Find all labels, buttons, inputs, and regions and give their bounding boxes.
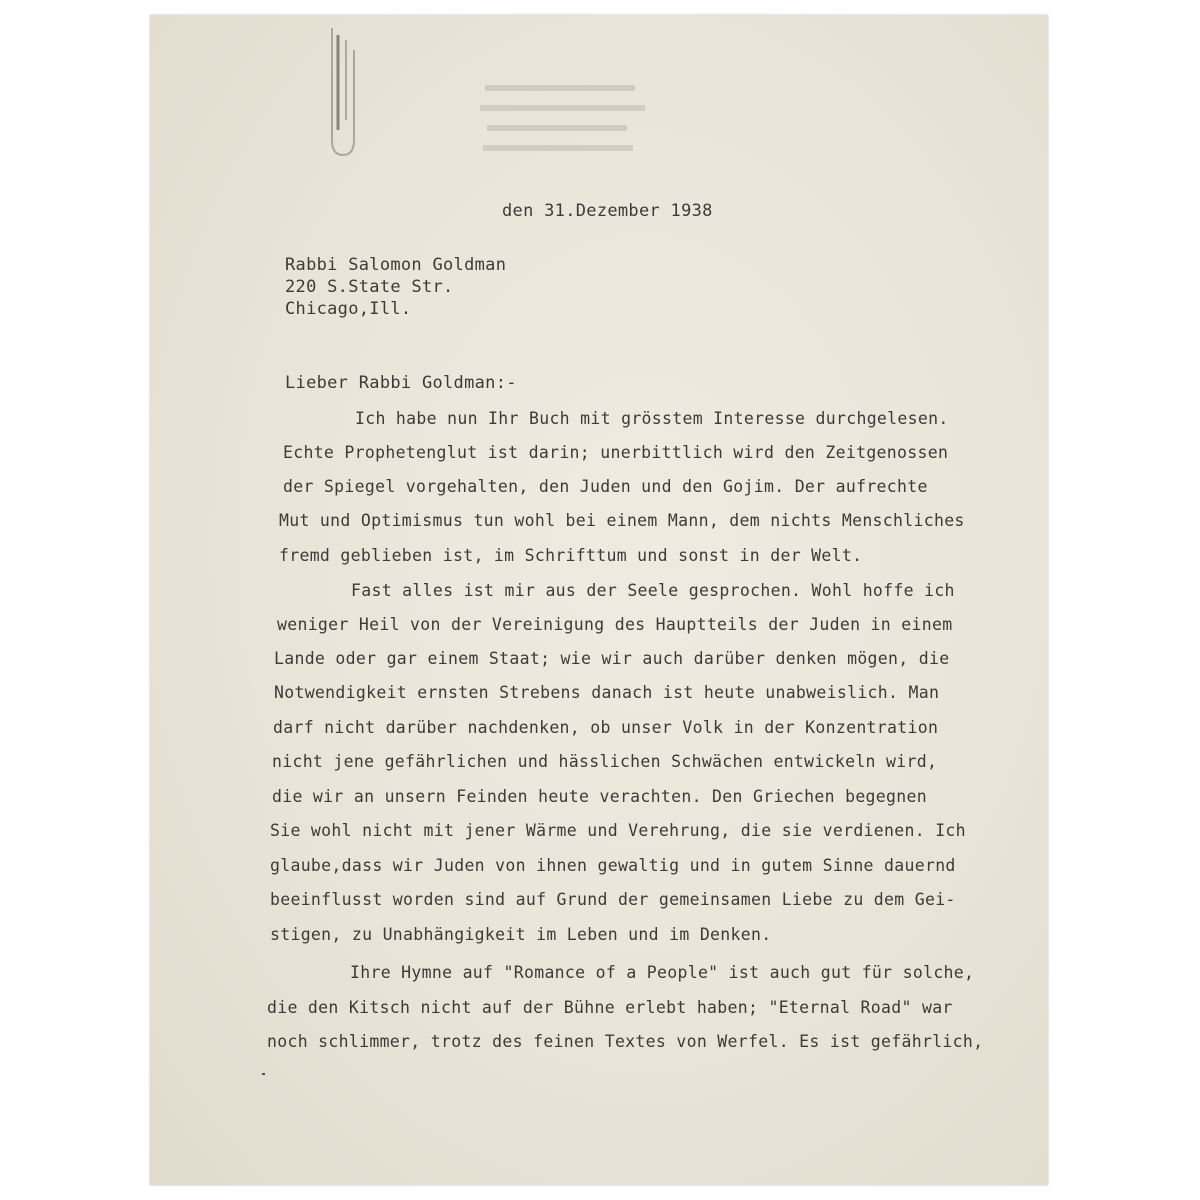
letter-page <box>150 15 1048 1185</box>
body-line-2: Echte Prophetenglut ist darin; unerbittlich wird den Zeitgenossen <box>283 443 949 462</box>
body-line-5: fremd geblieben ist, im Schrifttum und sonst in der Welt. <box>279 546 863 565</box>
body-line-4: Mut und Optimismus tun wohl bei einem Mann, dem nichts Menschliches <box>279 511 965 530</box>
body-line-1: Ich habe nun Ihr Buch mit grösstem Interesse durchgelesen. <box>355 409 949 428</box>
body-line-18: die den Kitsch nicht auf der Bühne erlebt haben; "Eternal Road" war <box>267 998 953 1017</box>
body-line-12: die wir an unsern Feinden heute verachten. Den Griechen begegnen <box>272 787 927 806</box>
body-line-7: weniger Heil von der Vereinigung des Hauptteils der Juden in einem <box>277 615 953 634</box>
body-line-15: beeinflusst worden sind auf Grund der gemeinsamen Liebe zu dem Gei- <box>270 890 956 909</box>
body-line-14: glaube,dass wir Juden von ihnen gewaltig und in gutem Sinne dauernd <box>270 856 956 875</box>
letter-date: den 31.Dezember 1938 <box>502 201 713 221</box>
address-line-2: 220 S.State Str. <box>285 277 454 297</box>
body-line-3: der Spiegel vorgehalten, den Juden und den Gojim. Der aufrechte <box>283 477 928 496</box>
body-line-13: Sie wohl nicht mit jener Wärme und Verehrung, die sie verdienen. Ich <box>270 821 966 840</box>
address-line-3: Chicago,Ill. <box>285 299 412 319</box>
paperclip-mark <box>318 20 368 160</box>
body-line-6: Fast alles ist mir aus der Seele gesprochen. Wohl hoffe ich <box>351 581 955 600</box>
body-line-16: stigen, zu Unabhängigkeit im Leben und im Denken. <box>270 925 772 944</box>
body-line-10: darf nicht darüber nachdenken, ob unser Volk in der Konzentration <box>273 718 939 737</box>
body-line-19: noch schlimmer, trotz des feinen Textes von Werfel. Es ist gefährlich, <box>267 1032 984 1051</box>
body-line-8: Lande oder gar einem Staat; wie wir auch darüber denken mögen, die <box>274 649 950 668</box>
body-line-9: Notwendigkeit ernsten Strebens danach ist heute unabweislich. Man <box>274 683 940 702</box>
faded-letterhead-impression <box>475 75 675 175</box>
ink-speck <box>262 1073 265 1075</box>
salutation: Lieber Rabbi Goldman:- <box>285 373 517 393</box>
body-line-17: Ihre Hymne auf "Romance of a People" ist auch gut für solche, <box>350 963 975 982</box>
address-line-1: Rabbi Salomon Goldman <box>285 255 507 275</box>
body-line-11: nicht jene gefährlichen und hässlichen Schwächen entwickeln wird, <box>272 752 938 771</box>
